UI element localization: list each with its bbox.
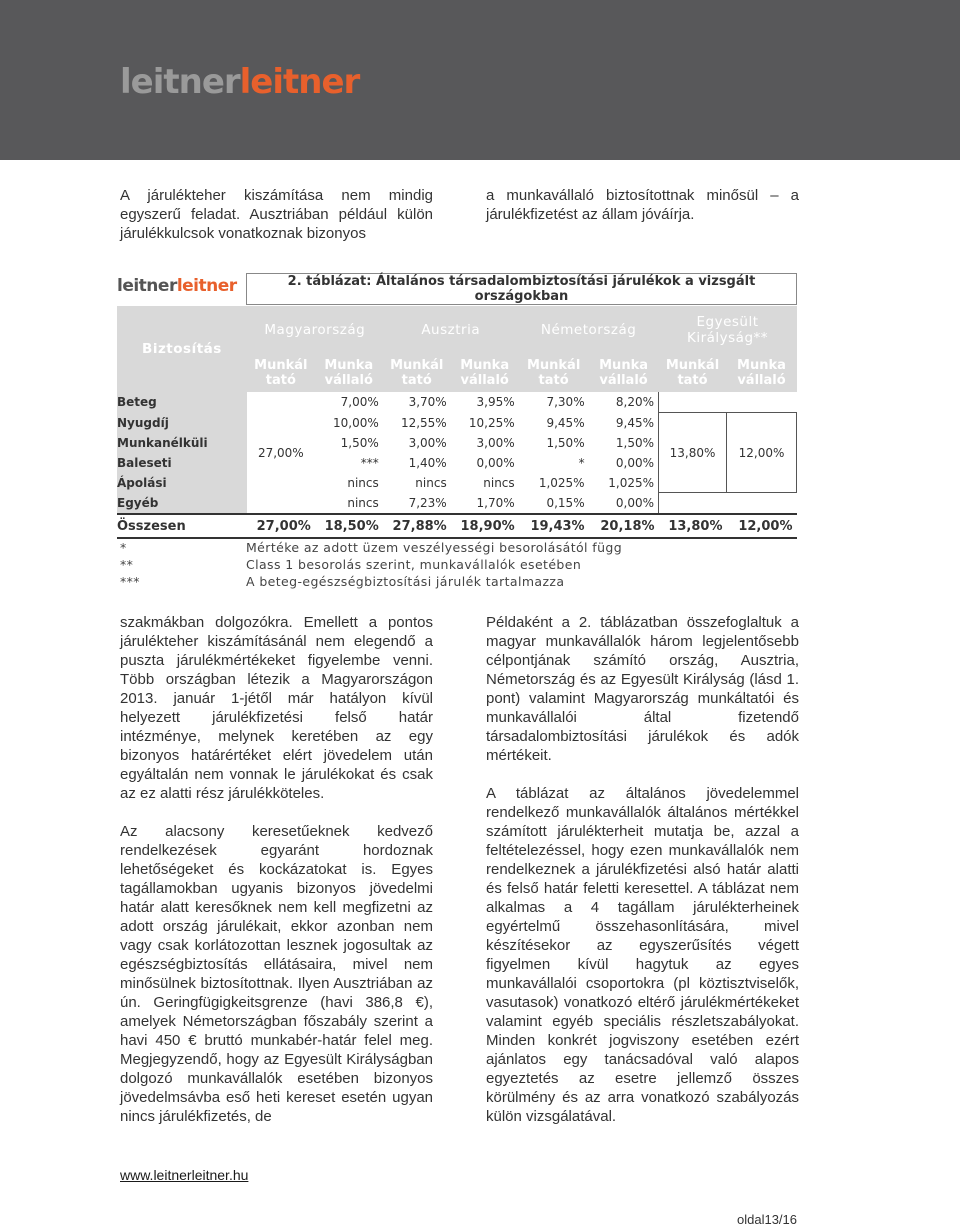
table-cell	[247, 392, 315, 413]
subheader-employee: Munka vállaló	[315, 354, 383, 392]
table-cell: ***	[360, 455, 379, 470]
row-label: Munkanélküli	[117, 433, 247, 453]
row-label: Beteg	[117, 392, 247, 413]
footnote-text: A beteg-egészségbiztosítási járulék tartalmazza	[246, 574, 565, 589]
subheader-employer: Munkál tató	[659, 354, 727, 392]
table-cell: 3,00%	[408, 435, 447, 450]
footnote-marker: ***	[120, 574, 140, 589]
footnote-text: Mértéke az adott üzem veszélyességi besorolásától függ	[246, 540, 623, 555]
footnote-marker: **	[120, 557, 134, 572]
table-cell	[726, 392, 796, 413]
footnote	[120, 539, 680, 556]
footnote	[120, 573, 680, 590]
subheader-employee: Munka vállaló	[589, 354, 659, 392]
intro-left-text: A járulékteher kiszámítása nem mindig egyszerű feladat. Ausztriában például külön járulékkulcsok vonatkoznak bizonyos	[120, 187, 433, 242]
subheader-employer: Munkál tató	[383, 354, 451, 392]
table-cell: 1,025%	[589, 473, 659, 493]
intro-right-text: a munkavállaló biztosítottnak minősül – a járulékfizetést az állam jóváírja.	[486, 187, 799, 223]
table-cell: 3,00%	[476, 435, 515, 450]
company-logo[interactable]	[120, 62, 359, 102]
total-cell: 20,18%	[589, 514, 659, 538]
table-cell: 0,00%	[589, 453, 659, 473]
table-cell: 1,50%	[589, 433, 659, 453]
table-cell	[659, 392, 727, 413]
country-header-de: Németország	[519, 306, 659, 354]
intro-left-column	[120, 186, 433, 243]
table-cell: 9,45%	[546, 415, 585, 430]
table-cell: 1,40%	[408, 455, 447, 470]
country-header-row	[117, 306, 797, 354]
total-label: Összesen	[117, 514, 247, 538]
table-cell: 7,23%	[408, 495, 447, 510]
table-cell	[659, 493, 727, 515]
table-cell: nincs	[347, 495, 379, 510]
total-cell: 18,90%	[451, 514, 519, 538]
footnote	[120, 556, 680, 573]
table-cell: 7,00%	[340, 395, 379, 410]
table-cell: nincs	[483, 475, 515, 490]
table-cell: 0,00%	[476, 455, 515, 470]
table-cell: nincs	[347, 475, 379, 490]
body-paragraph: A táblázat az általános jövedelemmel rendelkező munkavállalók általános mértékkel számított járulékterheit mutatja be, azzal a feltételezéssel, hogy ezen munkavállalók nem rendelkeznek a járulékfizetési alsó határ alatti és felső határ feletti keresettel. A táblázat nem alkalmas a 4 tagállam járulékterheinek egyértelmű összehasonlítására, mivel készítésekor az egyszerűsítés végett figyelmen kívül hagytuk az egyes munkavállalói csoportokra (pl köztisztviselők, vasutasok) vonatkozó eltérő járulékmértékeket valamint egyéb speciális részletszabályokat. Minden konkrét jogviszony esetében ezért ajánlatos egy tanácsadóval való alapos egyeztetés az esetre jellemző összes körülmény és az arra vonatkozó szabályozás külön vizsgálatával.	[486, 785, 799, 1125]
table-logo-gray: leitner	[117, 276, 177, 296]
logo-gray-text: leitner	[120, 62, 240, 102]
row-label: Nyugdíj	[117, 413, 247, 433]
header-band	[0, 0, 960, 160]
table-logo-orange: leitner	[176, 276, 237, 296]
table-cell: 0,00%	[589, 493, 659, 515]
table-cell: 10,25%	[468, 415, 515, 430]
total-cell: 19,43%	[519, 514, 589, 538]
table-cell	[247, 473, 315, 493]
corner-header: Biztosítás	[117, 306, 247, 392]
country-header-uk: Egyesült Királyság**	[659, 306, 797, 354]
table-row	[117, 413, 797, 433]
uk-employer-merged-cell: 13,80%	[659, 413, 727, 493]
table-cell: 0,15%	[546, 495, 585, 510]
total-cell: 27,00%	[247, 514, 315, 538]
subheader-employee: Munka vállaló	[726, 354, 796, 392]
table-footnotes	[120, 539, 680, 590]
table-cell: 3,70%	[408, 395, 447, 410]
table-cell: nincs	[415, 475, 447, 490]
row-label: Ápolási	[117, 473, 247, 493]
row-label: Baleseti	[117, 453, 247, 473]
total-row	[117, 514, 797, 538]
table-logo	[117, 276, 237, 296]
body-paragraph: Az alacsony keresetűeknek kedvező rendelkezések egyaránt hordoznak lehetőségeket és kockázatokat is. Egyes tagállamokban ugyanis bizonyos jövedelmi határ alatt keresőknek nem kell megfizetni az adott ország járulékait, ekkor azonban nem vagy csak korlátozottan lesznek jogosultak az egészségbiztosítás ellátásaira, mivel nem minősülnek biztosítottnak. Ilyen Ausztriában az ún. Geringfügigkeitsgrenze (havi 386,8 €), amelyek Németországban főszabály szerint a havi 450 € bruttó munkabér-határ felel meg. Megjegyzendő, hogy az Egyesült Királyságban dolgozó munkavállalók esetében bizonyos jövedelmsávba eső heti kereset esetén ugyan nincs járulékfizetés, de	[120, 823, 433, 1125]
table-cell: 12,55%	[400, 415, 447, 430]
table-cell	[726, 493, 796, 515]
table-cell: 1,025%	[538, 475, 585, 490]
country-header-at: Ausztria	[383, 306, 519, 354]
table-title: 2. táblázat: Általános társadalombiztosítási járulékok a vizsgált országokban	[246, 273, 797, 305]
body-paragraph: szakmákban dolgozókra. Emellett a pontos járulékteher kiszámításánál nem elegendő a puszta járulékmértékeket figyelembe venni. Több országban létezik a Magyarországon 2013. január 1-jétől már hatályon kívül helyezett járulékfizetési felső határ intézménye, melynek keretében az egy bizonyos határértéket elért jövedelem után egyáltalán nem vonnak le járulékokat és csak az ez alatti rész járulékköteles.	[120, 614, 433, 802]
contribution-table	[117, 306, 797, 539]
table-row	[117, 392, 797, 413]
table-cell: 3,95%	[476, 395, 515, 410]
total-cell: 13,80%	[659, 514, 727, 538]
hu-employer-merged-cell: 27,00%	[257, 445, 304, 460]
total-cell: 18,50%	[315, 514, 383, 538]
table-cell: *	[578, 455, 585, 470]
subheader-employer: Munkál tató	[247, 354, 315, 392]
total-cell: 27,88%	[383, 514, 451, 538]
subheader-employer: Munkál tató	[519, 354, 589, 392]
intro-right-column	[486, 186, 799, 224]
table-cell	[247, 413, 315, 433]
table-row	[117, 493, 797, 515]
footnote-marker: *	[120, 540, 127, 555]
subheader-employee: Munka vállaló	[451, 354, 519, 392]
table-cell: 10,00%	[332, 415, 379, 430]
logo-orange-text: leitner	[239, 62, 360, 102]
table-cell: 1,70%	[476, 495, 515, 510]
website-link[interactable]: www.leitnerleitner.hu	[120, 1167, 249, 1183]
body-paragraph: Példaként a 2. táblázatban összefoglaltuk a magyar munkavállalók három legjelentősebb célpontjának számító ország, Ausztria, Németország és az Egyesült Királyság (lásd 1. pont) valamint Magyarország munkáltatói és munkavállalói által fizetendő társadalombiztosítási járulékok és adók mértékeit.	[486, 614, 799, 764]
table-cell	[247, 493, 315, 515]
body-right-column	[486, 613, 799, 1145]
row-label: Egyéb	[117, 493, 247, 515]
table-cell: 8,20%	[589, 392, 659, 413]
table-cell: 9,45%	[589, 413, 659, 433]
table-cell: 1,50%	[340, 435, 379, 450]
country-header-hu: Magyarország	[247, 306, 383, 354]
page-number: oldal13/16	[737, 1212, 797, 1227]
table-cell: 1,50%	[546, 435, 585, 450]
uk-employee-merged-cell: 12,00%	[726, 413, 796, 493]
total-cell: 12,00%	[726, 514, 796, 538]
table-cell: 7,30%	[546, 395, 585, 410]
footnote-text: Class 1 besorolás szerint, munkavállalók esetében	[246, 557, 582, 572]
body-left-column	[120, 613, 433, 1145]
